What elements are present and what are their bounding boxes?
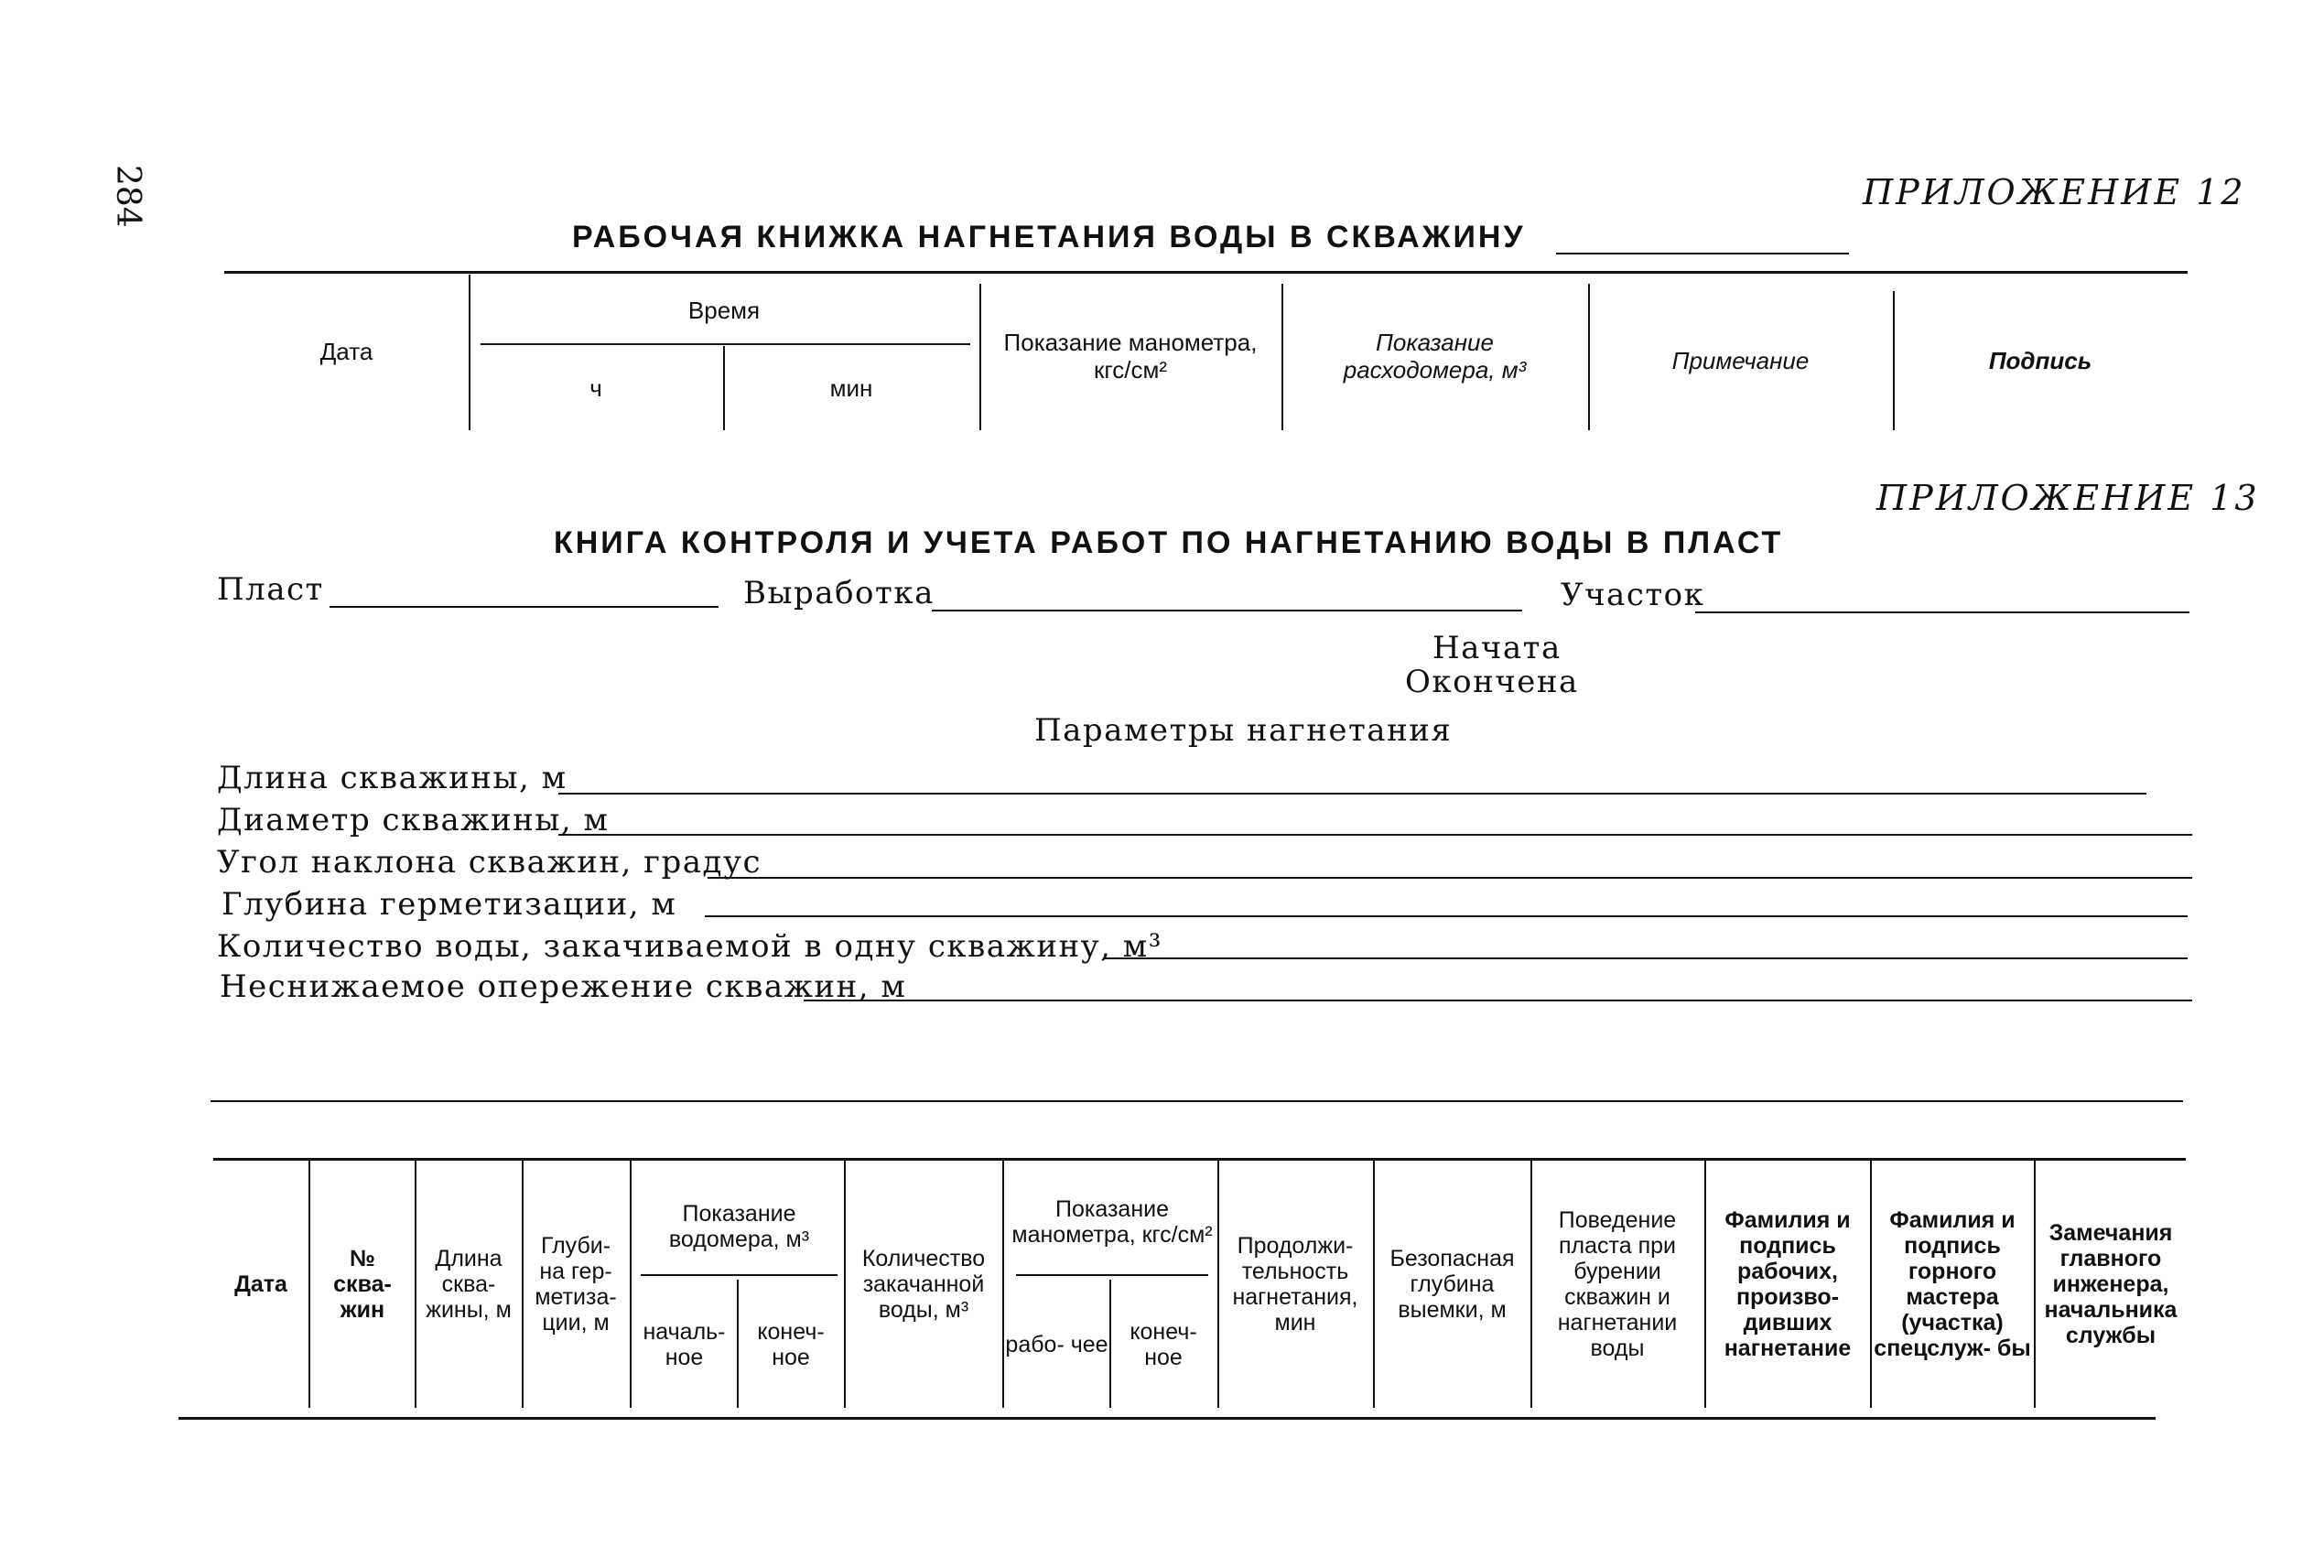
col-seal-depth: Глуби- на гер- метиза- ции, м	[535, 1233, 617, 1336]
seam-label: Пласт	[217, 571, 324, 608]
section-blank	[1695, 611, 2189, 613]
col-manometer-working: рабо- чее	[1005, 1332, 1108, 1357]
col-manometer-2: Показание манометра, кгс/см²	[1011, 1196, 1213, 1248]
col-well-length: Длина сква- жины, м	[426, 1246, 512, 1323]
working-blank	[932, 610, 1522, 611]
page-number: 284	[109, 165, 146, 228]
appendix-12-label: ПРИЛОЖЕНИЕ 12	[1863, 172, 2246, 212]
col-note: Примечание	[1671, 347, 1810, 375]
workbook-title: РАБОЧАЯ КНИЖКА НАГНЕТАНИЯ ВОДЫ В СКВАЖИНУ	[572, 220, 1526, 254]
col-signature: Подпись	[1988, 347, 2092, 375]
col-date-2: Дата	[234, 1271, 287, 1297]
col-manometer-final: конеч- ное	[1130, 1319, 1197, 1370]
col-seam-behavior: Поведение пласта при бурении скважин и нагнетании воды	[1557, 1207, 1678, 1361]
col-safe-depth: Безопасная глубина выемки, м	[1389, 1246, 1515, 1323]
extra-blank-line	[211, 1100, 2183, 1102]
param-well-length: Длина скважины, м	[217, 760, 567, 796]
col-date: Дата	[319, 338, 373, 366]
well-number-blank	[1556, 253, 1849, 254]
finished-label: Окончена	[1405, 664, 1579, 700]
param-seal-depth-blank	[705, 915, 2188, 917]
param-water-amount: Количество воды, закачиваемой в одну скважину, м³	[217, 928, 1162, 965]
col-meter-initial: началь- ное	[643, 1319, 726, 1370]
param-well-diameter: Диаметр скважины, м	[217, 802, 610, 838]
col-engineer-notes: Замечания главного инженера, начальника службы	[2044, 1220, 2178, 1348]
param-well-length-blank	[558, 793, 2146, 795]
col-water-meter: Показание водомера, м³	[668, 1201, 810, 1252]
control-book-title: КНИГА КОНТРОЛЯ И УЧЕТА РАБОТ ПО НАГНЕТАНИЮ ВОДЫ В ПЛАСТ	[554, 525, 1784, 560]
col-well-no: № сква- жин	[333, 1246, 392, 1323]
col-water-amount: Количество закачанной воды, м³	[861, 1246, 986, 1323]
col-foreman: Фамилия и подпись горного мастера (участка) спецслуж- бы	[1874, 1207, 2031, 1361]
col-minutes: мин	[829, 374, 873, 403]
working-label: Выработка	[743, 575, 935, 611]
param-well-diameter-blank	[558, 834, 2192, 836]
seam-blank	[330, 606, 719, 608]
param-advance-blank	[804, 1000, 2192, 1001]
col-flowmeter: Показание расходомера, м³	[1343, 329, 1527, 384]
col-meter-final: конеч- ное	[757, 1319, 825, 1370]
params-heading: Параметры нагнетания	[1034, 712, 1453, 749]
section-label: Участок	[1561, 577, 1705, 613]
col-manometer: Показание манометра, кгс/см²	[1003, 329, 1258, 384]
started-label: Начата	[1432, 630, 1562, 666]
param-seal-depth: Глубина герметизации, м	[222, 886, 677, 923]
appendix-13-label: ПРИЛОЖЕНИЕ 13	[1876, 478, 2260, 518]
param-incline-angle-blank	[708, 877, 2192, 879]
col-workers: Фамилия и подпись рабочих, произво- дивших нагнетание	[1724, 1207, 1852, 1361]
param-incline-angle: Угол наклона скважин, градус	[217, 844, 762, 881]
param-water-amount-blank	[1103, 957, 2188, 959]
col-time: Время	[687, 297, 761, 325]
col-hours: ч	[589, 374, 602, 403]
param-advance: Неснижаемое опережение скважин, м	[220, 968, 907, 1005]
col-duration: Продолжи- тельность нагнетания, мин	[1232, 1233, 1358, 1336]
